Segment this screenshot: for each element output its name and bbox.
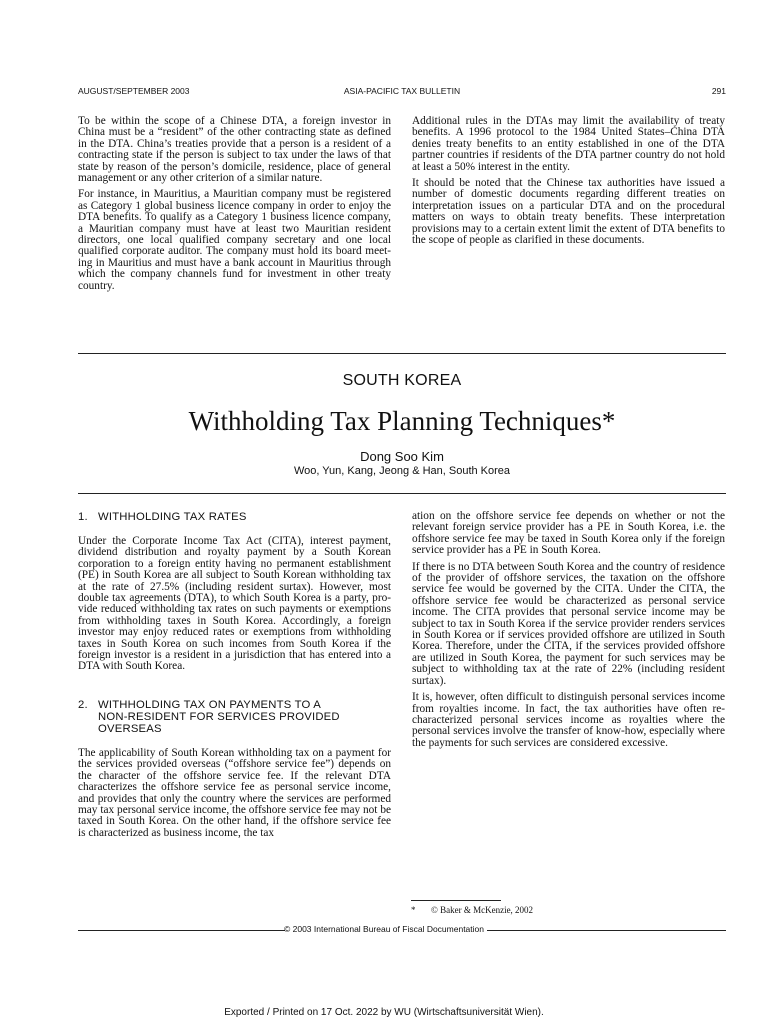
export-notice: Exported / Printed on 17 Oct. 2022 by WU (Wirtschaftsuniversität Wien). [224,1007,544,1018]
paragraph: To be within the scope of a Chinese DTA, a foreign investor in China must be a “resident” of the other contracting state as defined in the DTA. China’s treaties provide that a person is a resident of a contracting state if the person is subject to tax under the laws of that state by reason of the person’s domicile, residence, place of general management or any other criterion of a similar nature. [78,115,391,185]
footnote-rule [411,900,501,901]
header-date: AUGUST/SEPTEMBER 2003 [78,86,190,96]
article-left-column [78,511,391,844]
article-right-column [412,511,725,754]
section-divider [78,353,726,354]
section-heading-1: 1. WITHHOLDING TAX RATES [78,511,247,523]
paragraph: It should be noted that the Chinese tax authorities have issued a number of domestic documents regarding different treaties on interpretation issues on a particular DTA and on the procedural matters on ways to obtain treaty benefits. These interpretation provisions may to a certain extent limit the extent of DTA benefits to the scope of people as clarified in these documents. [412,177,725,247]
paragraph: Additional rules in the DTAs may limit the availability of treaty benefits. A 1996 protocol to the 1984 United States–China DTA denies treaty benefits to an entity established in one of the DTA partner countries if residents of the DTA partner country do not hold at least a 50% interest in the entity. [412,115,725,173]
footnote-mark: * [411,905,416,915]
paragraph: The applicability of South Korean withholding tax on a payment for the services provided overseas (“offshore service fee”) depends on the character of the offshore service fee. If the relevant DTA characterizes the offshore service fee as personal service income, and provides that only the country where the services are performed may tax personal service income, the offshore service fee may not be taxed in South Korea. On the other hand, if the offshore service fee is characterized as business income, the tax [78,746,391,839]
footnote-text: © Baker & McKenzie, 2002 [431,905,534,915]
article-title: Withholding Tax Planning Techniques* [188,406,616,436]
paragraph: For instance, in Mauritius, a Mauritian company must be registered as Category 1 global business licence company in order to enjoy the DTA benefits. To qualify as a Category 1 business licence company, a Mauritian company must have at least two Mauritian resident directors, one local qualified company secretary and one local qualified corporate auditor. The company must hold its board meeting in Mauritius and must have a bank account in Mauritius through which the company channels fund for investment in other treaty country. [78,188,391,292]
heading-divider [78,493,726,494]
top-left-column [78,116,391,297]
header-journal: ASIA-PACIFIC TAX BULLETIN [343,86,461,96]
section-heading-2: 2. WITHHOLDING TAX ON PAYMENTS TO A NON-RESIDENT FOR SERVICES PROVIDED OVERSEAS [78,698,340,735]
article-affiliation: Woo, Yun, Kang, Jeong & Han, South Korea [293,465,511,477]
top-right-column [412,116,725,251]
copyright-notice: © 2003 International Bureau of Fiscal Documentation [284,924,484,934]
footnote [411,905,533,915]
paragraph: If there is no DTA between South Korea and the country of residence of the provider of offshore services, the taxation on the offshore service fee would be governed by the CITA. Under the CITA, the offshore service fee would be characterized as personal service income. The CITA provides that personal service income may be subject to tax in South Korea if the service provider renders services in South Korea or if services provided offshore are utilized in South Korea. Therefore, under the CITA, if the services provided offshore are utilized in South Korea, the payment for such services may be subject to withholding tax at the rate of 22% (including resident surtax). [412,560,725,687]
header-page-number: 291 [711,86,726,96]
paragraph: ation on the offshore service fee depends on whether or not the relevant foreign service provider has a PE in South Korea, i.e. the offshore service fee may be taxed in South Korea only if the foreign service provider has a PE in South Korea. [412,510,725,557]
running-header [78,86,726,98]
article-country: SOUTH KOREA [342,372,462,389]
paragraph: Under the Corporate Income Tax Act (CITA), interest payment, dividend distribution and royalty payment by a South Korean corporation to a foreign entity having no permanent establishment (PE) in South Korea are all subject to South Korean withholding tax at the rate of 27.5% (including resident surtax). However, most double tax agreements (DTA), to which South Korea is a party, provide reduced withholding tax rates on such payments or exemptions from withholding taxes in South Korea. Accordingly, a foreign investor may enjoy reduced rates or exemptions from withholding taxes in South Korea on such incomes from South Korea if the foreign investor is a resident in a jurisdiction that has entered into a DTA with South Korea. [78,535,391,673]
paragraph: It is, however, often difficult to distinguish personal services income from royalties income. In fact, the tax authorities have often re-characterized personal services income as royalties where the personal services involve the transfer of know-how, especially where the payments for such services are considered excessive. [412,691,725,749]
article-author: Dong Soo Kim [360,449,444,464]
